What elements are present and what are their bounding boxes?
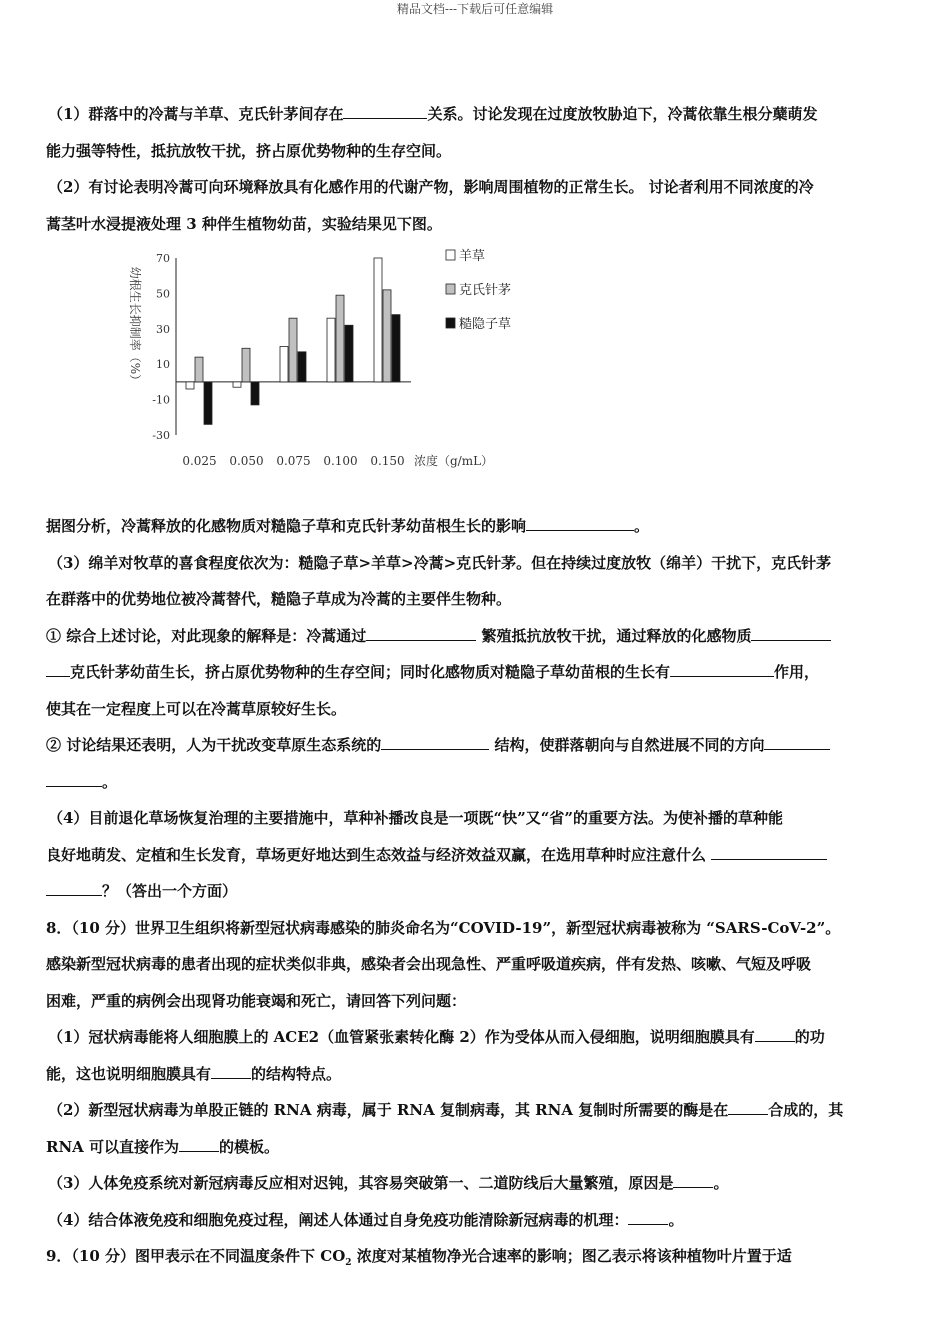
y-tick-label: -10 — [152, 393, 170, 407]
q7-part1-line2: 能力强等特性，抵抗放牧干扰，挤占原优势物种的生存空间。 — [46, 141, 452, 160]
q8-part1-line2: 能，这也说明细胞膜具有 的结构特点。 — [46, 1056, 908, 1093]
q7-part1-line1: （1）群落中的冷蒿与羊草、克氏针茅间存在 关系。讨论发现在过度放牧胁迫下，冷蒿依靠生根分蘖萌发 — [46, 96, 908, 133]
q7-part2-line3: 据图分析，冷蒿释放的化感物质对糙隐子草和克氏针茅幼苗根生长的影响 。 — [46, 508, 908, 545]
answer-blank[interactable] — [670, 660, 774, 677]
answer-blank[interactable] — [764, 733, 830, 750]
q8-part3-line: （3）人体免疫系统对新冠病毒反应相对迟钝，其容易突破第一、二道防线后大量繁殖，原因是 。 — [46, 1165, 908, 1202]
q7-part3-line6: ② 讨论结果还表明，人为干扰改变草原生态系统的 结构，使群落朝向与自然进展不同的方向 — [46, 727, 908, 764]
bar-羊草-0.050 — [233, 382, 241, 387]
y-tick-label: 10 — [156, 358, 170, 372]
y-tick-label: -30 — [152, 429, 170, 442]
q7-part3-line3: ① 综合上述讨论，对此现象的解释是：冷蒿通过 繁殖抵抗放牧干扰，通过释放的化感物质 — [46, 618, 908, 655]
q9-stem-line1: 9．（10 分）图甲表示在不同温度条件下 $CO_2$ 浓度对某植物净光合速率的影响；图乙表示将该种植物叶片置于适 — [46, 1247, 792, 1268]
answer-blank[interactable] — [179, 1135, 219, 1152]
chart-svg — [101, 246, 621, 478]
x-tick-label: 0.100 — [323, 454, 358, 468]
x-axis-title: 浓度（g/mL） — [414, 454, 494, 468]
bar-糙隐子草-0.075 — [298, 352, 306, 382]
bar-克氏针茅-0.100 — [336, 295, 344, 382]
answer-blank[interactable] — [46, 770, 102, 787]
answer-blank[interactable] — [755, 1025, 795, 1042]
bar-羊草-0.150 — [374, 258, 382, 382]
legend-label: 克氏针茅 — [459, 283, 512, 298]
bar-克氏针茅-0.050 — [242, 348, 250, 382]
q7-part3-line1: （3）绵羊对牧草的喜食程度依次为：糙隐子草>羊草>冷蒿>克氏针茅。但在持续过度放牧（绵羊）干扰下，克氏针茅 — [48, 553, 832, 572]
q7-part3-line7: 。 — [46, 764, 908, 801]
y-tick-label: 70 — [156, 252, 170, 265]
answer-blank[interactable] — [526, 514, 634, 531]
legend-label: 羊草 — [459, 249, 486, 264]
bar-克氏针茅-0.025 — [195, 357, 203, 382]
q8-part1-line1: （1）冠状病毒能将人细胞膜上的 ACE2（血管紧张素转化酶 2）作为受体从而入侵细胞，说明细胞膜具有 的功 — [46, 1019, 908, 1056]
bar-克氏针茅-0.150 — [383, 290, 391, 382]
q7-part4-line2: 良好地萌发、定植和生长发育，草场更好地达到生态效益与经济效益双赢，在选用草种时应注意什么 — [46, 837, 908, 874]
q8-part4-line: （4）结合体液免疫和细胞免疫过程，阐述人体通过自身免疫功能清除新冠病毒的机理： 。 — [46, 1202, 908, 1239]
y-tick-label: 50 — [156, 287, 170, 301]
bar-克氏针茅-0.075 — [289, 318, 297, 382]
legend-swatch-糙隐子草 — [446, 318, 455, 328]
page-header: 精品文档---下载后可任意编辑 — [396, 2, 554, 16]
bar-糙隐子草-0.150 — [392, 315, 400, 382]
legend-swatch-羊草 — [446, 250, 455, 260]
answer-blank[interactable] — [46, 879, 102, 896]
q7-part4-line1: （4）目前退化草场恢复治理的主要措施中，草种补播改良是一项既“快”又“省”的重要方法。为使补播的草种能 — [48, 809, 783, 827]
y-axis-title: 幼根生长抑制率（%） — [128, 266, 142, 387]
answer-blank[interactable] — [381, 733, 489, 750]
q7-part3-line2: 在群落中的优势地位被冷蒿替代，糙隐子草成为冷蒿的主要伴生物种。 — [46, 590, 512, 608]
legend-label: 糙隐子草 — [459, 317, 512, 332]
q8-stem-line2: 感染新型冠状病毒的患者出现的症状类似非典，感染者会出现急性、严重呼吸道疾病，伴有发热、咳嗽、气短及呼吸 — [46, 955, 812, 973]
q8-stem-line3: 困难，严重的病例会出现肾功能衰竭和死亡，请回答下列问题： — [46, 991, 467, 1010]
q7-part2-line2: 蒿茎叶水浸提液处理 3 种伴生植物幼苗，实验结果见下图。 — [46, 214, 442, 233]
answer-blank[interactable] — [628, 1208, 668, 1225]
answer-blank[interactable] — [728, 1098, 768, 1115]
bar-糙隐子草-0.025 — [204, 382, 212, 424]
bar-糙隐子草-0.100 — [345, 325, 353, 382]
legend-swatch-克氏针茅 — [446, 284, 455, 294]
answer-blank[interactable] — [673, 1171, 713, 1188]
x-tick-label: 0.025 — [182, 454, 217, 468]
answer-blank[interactable] — [751, 624, 831, 641]
answer-blank[interactable] — [46, 660, 70, 677]
q7-part3-line4: 克氏针茅幼苗生长，挤占原优势物种的生存空间；同时化感物质对糙隐子草幼苗根的生长有 作用， — [46, 654, 908, 691]
answer-blank[interactable] — [343, 102, 427, 119]
q8-part2-line2: RNA 可以直接作为 的模板。 — [46, 1129, 908, 1166]
x-tick-label: 0.150 — [370, 454, 405, 468]
q7-part3-line5: 使其在一定程度上可以在冷蒿草原较好生长。 — [46, 699, 347, 718]
q7-part2-line1: （2）有讨论表明冷蒿可向环境释放具有化感作用的代谢产物，影响周围植物的正常生长。 讨论者利用不同浓度的冷 — [48, 178, 814, 196]
x-tick-label: 0.050 — [229, 454, 264, 468]
bar-羊草-0.075 — [280, 347, 288, 382]
q8-part2-line1: （2）新型冠状病毒为单股正链的 RNA 病毒，属于 RNA 复制病毒，其 RNA 复制时所需要的酶是在 合成的，其 — [46, 1092, 908, 1129]
q7-part4-line3: ？（答出一个方面） — [46, 873, 908, 910]
bar-糙隐子草-0.050 — [251, 382, 259, 405]
bar-羊草-0.025 — [186, 382, 194, 389]
bar-羊草-0.100 — [327, 318, 335, 382]
x-tick-label: 0.075 — [276, 454, 311, 468]
answer-blank[interactable] — [211, 1062, 251, 1079]
answer-blank[interactable] — [711, 843, 827, 860]
bar-chart — [101, 246, 908, 478]
q8-stem-line1: 8．（10 分）世界卫生组织将新型冠状病毒感染的肺炎命名为“COVID-19”，新型冠状病毒被称为 “SARS-CoV-2”。 — [46, 918, 841, 937]
y-tick-label: 30 — [156, 322, 170, 336]
document-body — [46, 96, 908, 1275]
answer-blank[interactable] — [366, 624, 476, 641]
